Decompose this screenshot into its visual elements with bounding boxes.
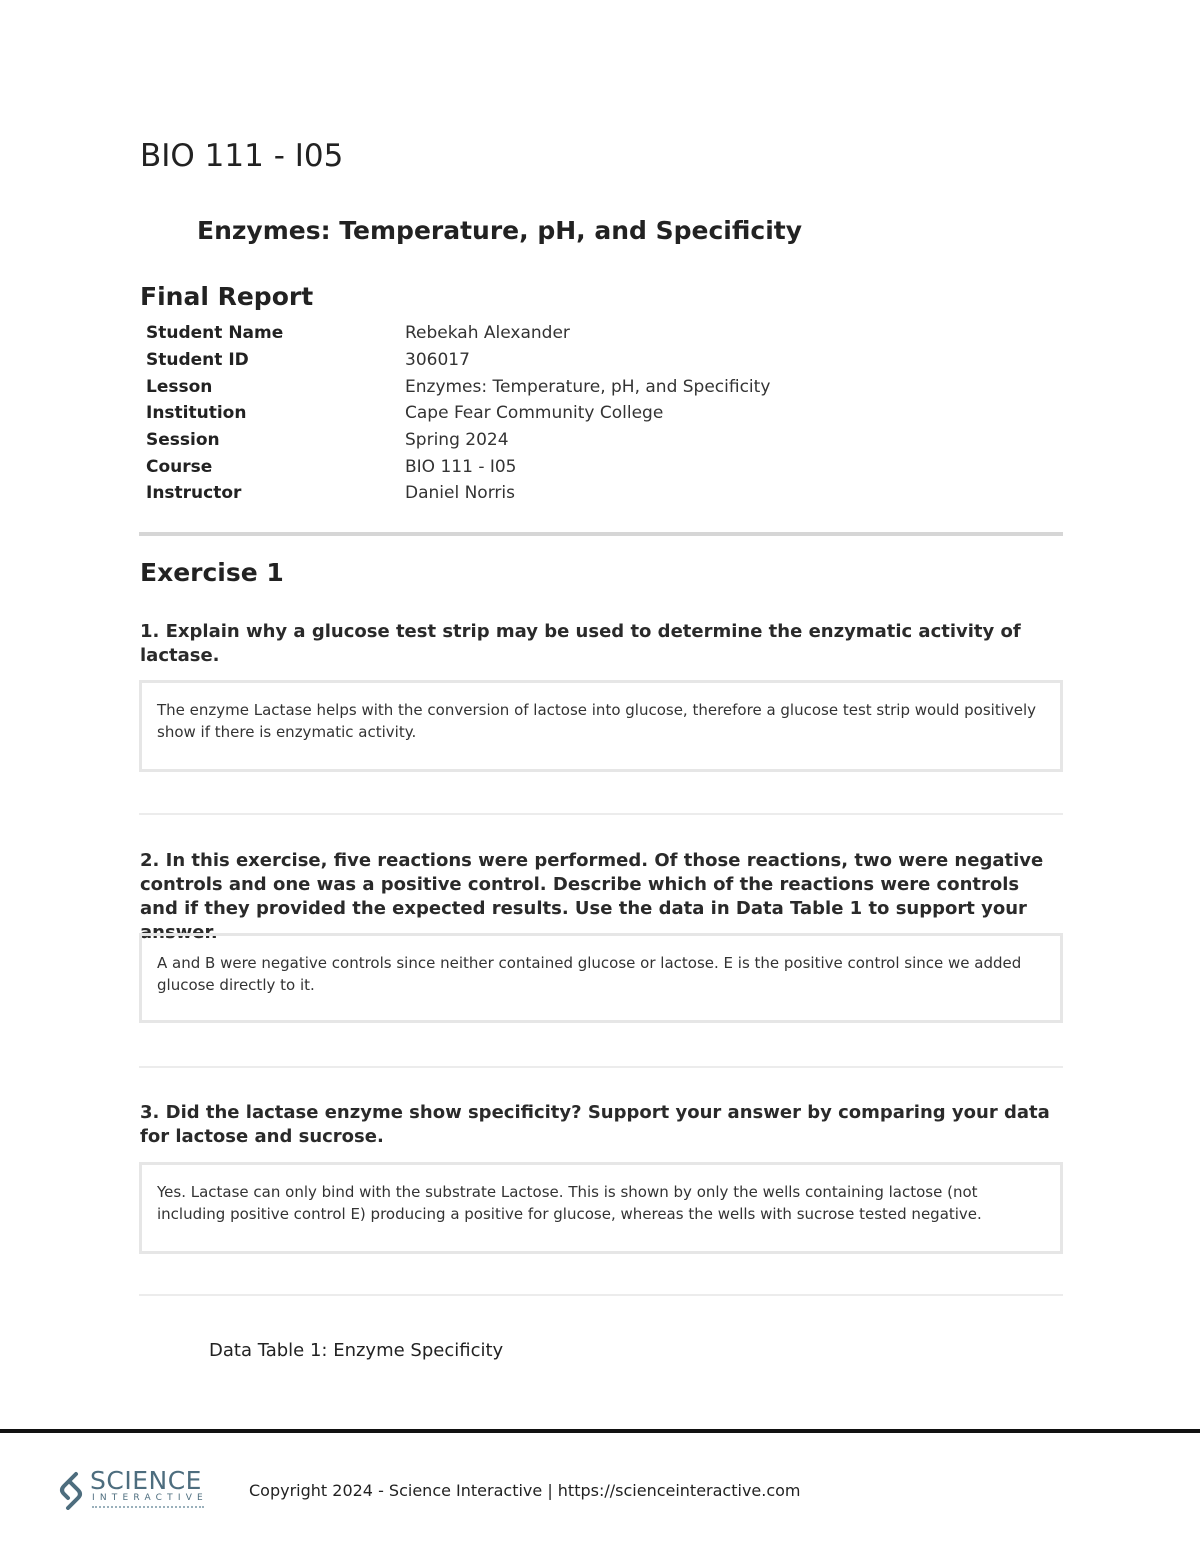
answer-1: The enzyme Lactase helps with the conversion of lactose into glucose, therefore a glucose test strip would positively show if there is enzymatic activity. [139, 680, 1063, 772]
info-row [146, 320, 770, 347]
science-interactive-logo [58, 1468, 208, 1514]
question-divider [139, 1066, 1063, 1068]
footer-divider [0, 1429, 1200, 1433]
info-label: Student ID [146, 350, 249, 371]
logo-wordmark: SCIENCE [90, 1466, 202, 1495]
answer-3: Yes. Lactase can only bind with the substrate Lactose. This is shown by only the wells containing lactose (not including positive control E) producing a positive for glucose, whereas the wells with sucrose tested negative. [139, 1162, 1063, 1254]
info-label: Lesson [146, 376, 213, 397]
question-2: 2. In this exercise, five reactions were performed. Of those reactions, two were negative controls and one was a positive control. Describe which of the reactions were controls and if they provided the expected results. Use the data in Data Table 1 to support your answer. [140, 850, 1044, 943]
logo-mark-icon [58, 1470, 88, 1510]
question-divider [139, 813, 1063, 815]
report-title: Final Report [140, 282, 314, 311]
info-label: Student Name [146, 323, 284, 344]
section-divider [139, 532, 1063, 536]
info-row [146, 347, 770, 374]
info-row [146, 400, 770, 427]
info-row [146, 373, 770, 400]
answer-2: A and B were negative controls since neither contained glucose or lactose. E is the positive control since we added glucose directly to it. [139, 933, 1063, 1023]
question-divider [139, 1294, 1063, 1296]
lesson-title: Enzymes: Temperature, pH, and Specificity [197, 216, 803, 245]
info-value: 306017 [405, 350, 470, 371]
footer-copyright: Copyright 2024 - Science Interactive | https://scienceinteractive.com [249, 1481, 801, 1500]
info-value: Enzymes: Temperature, pH, and Specificity [405, 376, 771, 397]
data-table-caption: Data Table 1: Enzyme Specificity [209, 1340, 504, 1361]
info-label: Institution [146, 403, 247, 424]
info-row [146, 453, 770, 480]
info-row [146, 427, 770, 454]
info-label: Course [146, 456, 213, 477]
info-value: BIO 111 - I05 [405, 456, 517, 477]
question-3: 3. Did the lactase enzyme show specificity? Support your answer by comparing your data for lactose and sucrose. [140, 1102, 1050, 1147]
logo-tagline-decoration [92, 1506, 204, 1511]
info-value: Spring 2024 [405, 430, 509, 451]
question-1: 1. Explain why a glucose test strip may be used to determine the enzymatic activity of lactase. [140, 621, 1021, 666]
info-value: Rebekah Alexander [405, 323, 570, 344]
student-info-table [146, 320, 770, 507]
info-value: Cape Fear Community College [405, 403, 664, 424]
info-label: Instructor [146, 483, 242, 504]
course-title: BIO 111 - I05 [140, 138, 344, 174]
info-value: Daniel Norris [405, 483, 515, 504]
info-row [146, 480, 770, 507]
logo-subtitle: INTERACTIVE [92, 1493, 208, 1503]
exercise-title: Exercise 1 [140, 558, 284, 587]
info-label: Session [146, 430, 220, 451]
